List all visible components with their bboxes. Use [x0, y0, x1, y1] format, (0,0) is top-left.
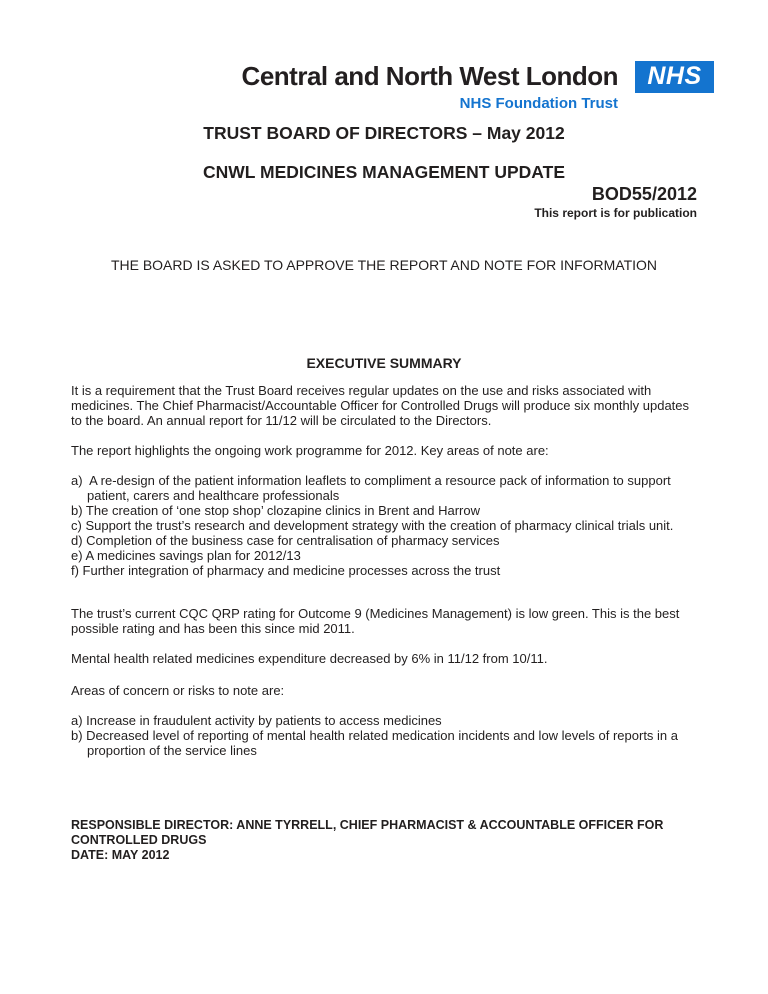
list-item: a) A re-design of the patient information leaflets to compliment a resource pack of information to support patient, carers and healthcare professionals	[71, 473, 675, 503]
key-areas-list	[71, 473, 698, 578]
trust-type-label: NHS Foundation Trust	[459, 95, 618, 112]
list-item: d) Completion of the business case for centralisation of pharmacy services	[71, 533, 500, 548]
paragraph-intro: It is a requirement that the Trust Board receives regular updates on the use and risks associated with medicines. The Chief Pharmacist/Accountable Officer for Controlled Drugs will produce six monthly updates to the board. An annual report for 11/12 will be circulated to the Directors.	[71, 383, 690, 428]
nhs-logo-text: NHS	[647, 61, 702, 90]
list-item: b) The creation of ‘one stop shop’ clozapine clinics in Brent and Harrow	[71, 503, 480, 518]
list-item: a) Increase in fraudulent activity by patients to access medicines	[71, 713, 442, 728]
date-line: DATE: MAY 2012	[71, 848, 170, 862]
paragraph-work-programme: The report highlights the ongoing work programme for 2012. Key areas of note are:	[71, 443, 549, 458]
paragraph-concerns-intro: Areas of concern or risks to note are:	[71, 683, 285, 698]
nhs-logo	[635, 61, 714, 93]
footer-block	[71, 818, 698, 863]
list-item: e) A medicines savings plan for 2012/13	[71, 548, 301, 563]
executive-summary-heading: EXECUTIVE SUMMARY	[306, 355, 462, 371]
board-of-directors-title: TRUST BOARD OF DIRECTORS – May 2012	[203, 123, 565, 143]
list-item: f) Further integration of pharmacy and medicine processes across the trust	[71, 563, 501, 578]
publication-note: This report is for publication	[534, 206, 697, 220]
report-reference: BOD55/2012	[591, 184, 697, 204]
list-item: b) Decreased level of reporting of mental health related medication incidents and low levels of reports in a proportion of the service lines	[71, 728, 682, 758]
report-title: CNWL MEDICINES MANAGEMENT UPDATE	[203, 162, 565, 182]
list-item: c) Support the trust’s research and development strategy with the creation of pharmacy clinical trials unit.	[71, 518, 674, 533]
paragraph-cqc-rating: The trust’s current CQC QRP rating for Outcome 9 (Medicines Management) is low green. This is the best possible rating and has been this since mid 2011.	[71, 606, 680, 636]
responsible-director-line: RESPONSIBLE DIRECTOR: ANNE TYRRELL, CHIEF PHARMACIST & ACCOUNTABLE OFFICER FOR CONTROLLED DRUGS	[71, 818, 664, 847]
organisation-name: Central and North West London	[241, 61, 618, 91]
board-request-line: THE BOARD IS ASKED TO APPROVE THE REPORT AND NOTE FOR INFORMATION	[110, 257, 658, 273]
concerns-list	[71, 713, 698, 758]
paragraph-expenditure: Mental health related medicines expenditure decreased by 6% in 11/12 from 10/11.	[71, 651, 548, 666]
